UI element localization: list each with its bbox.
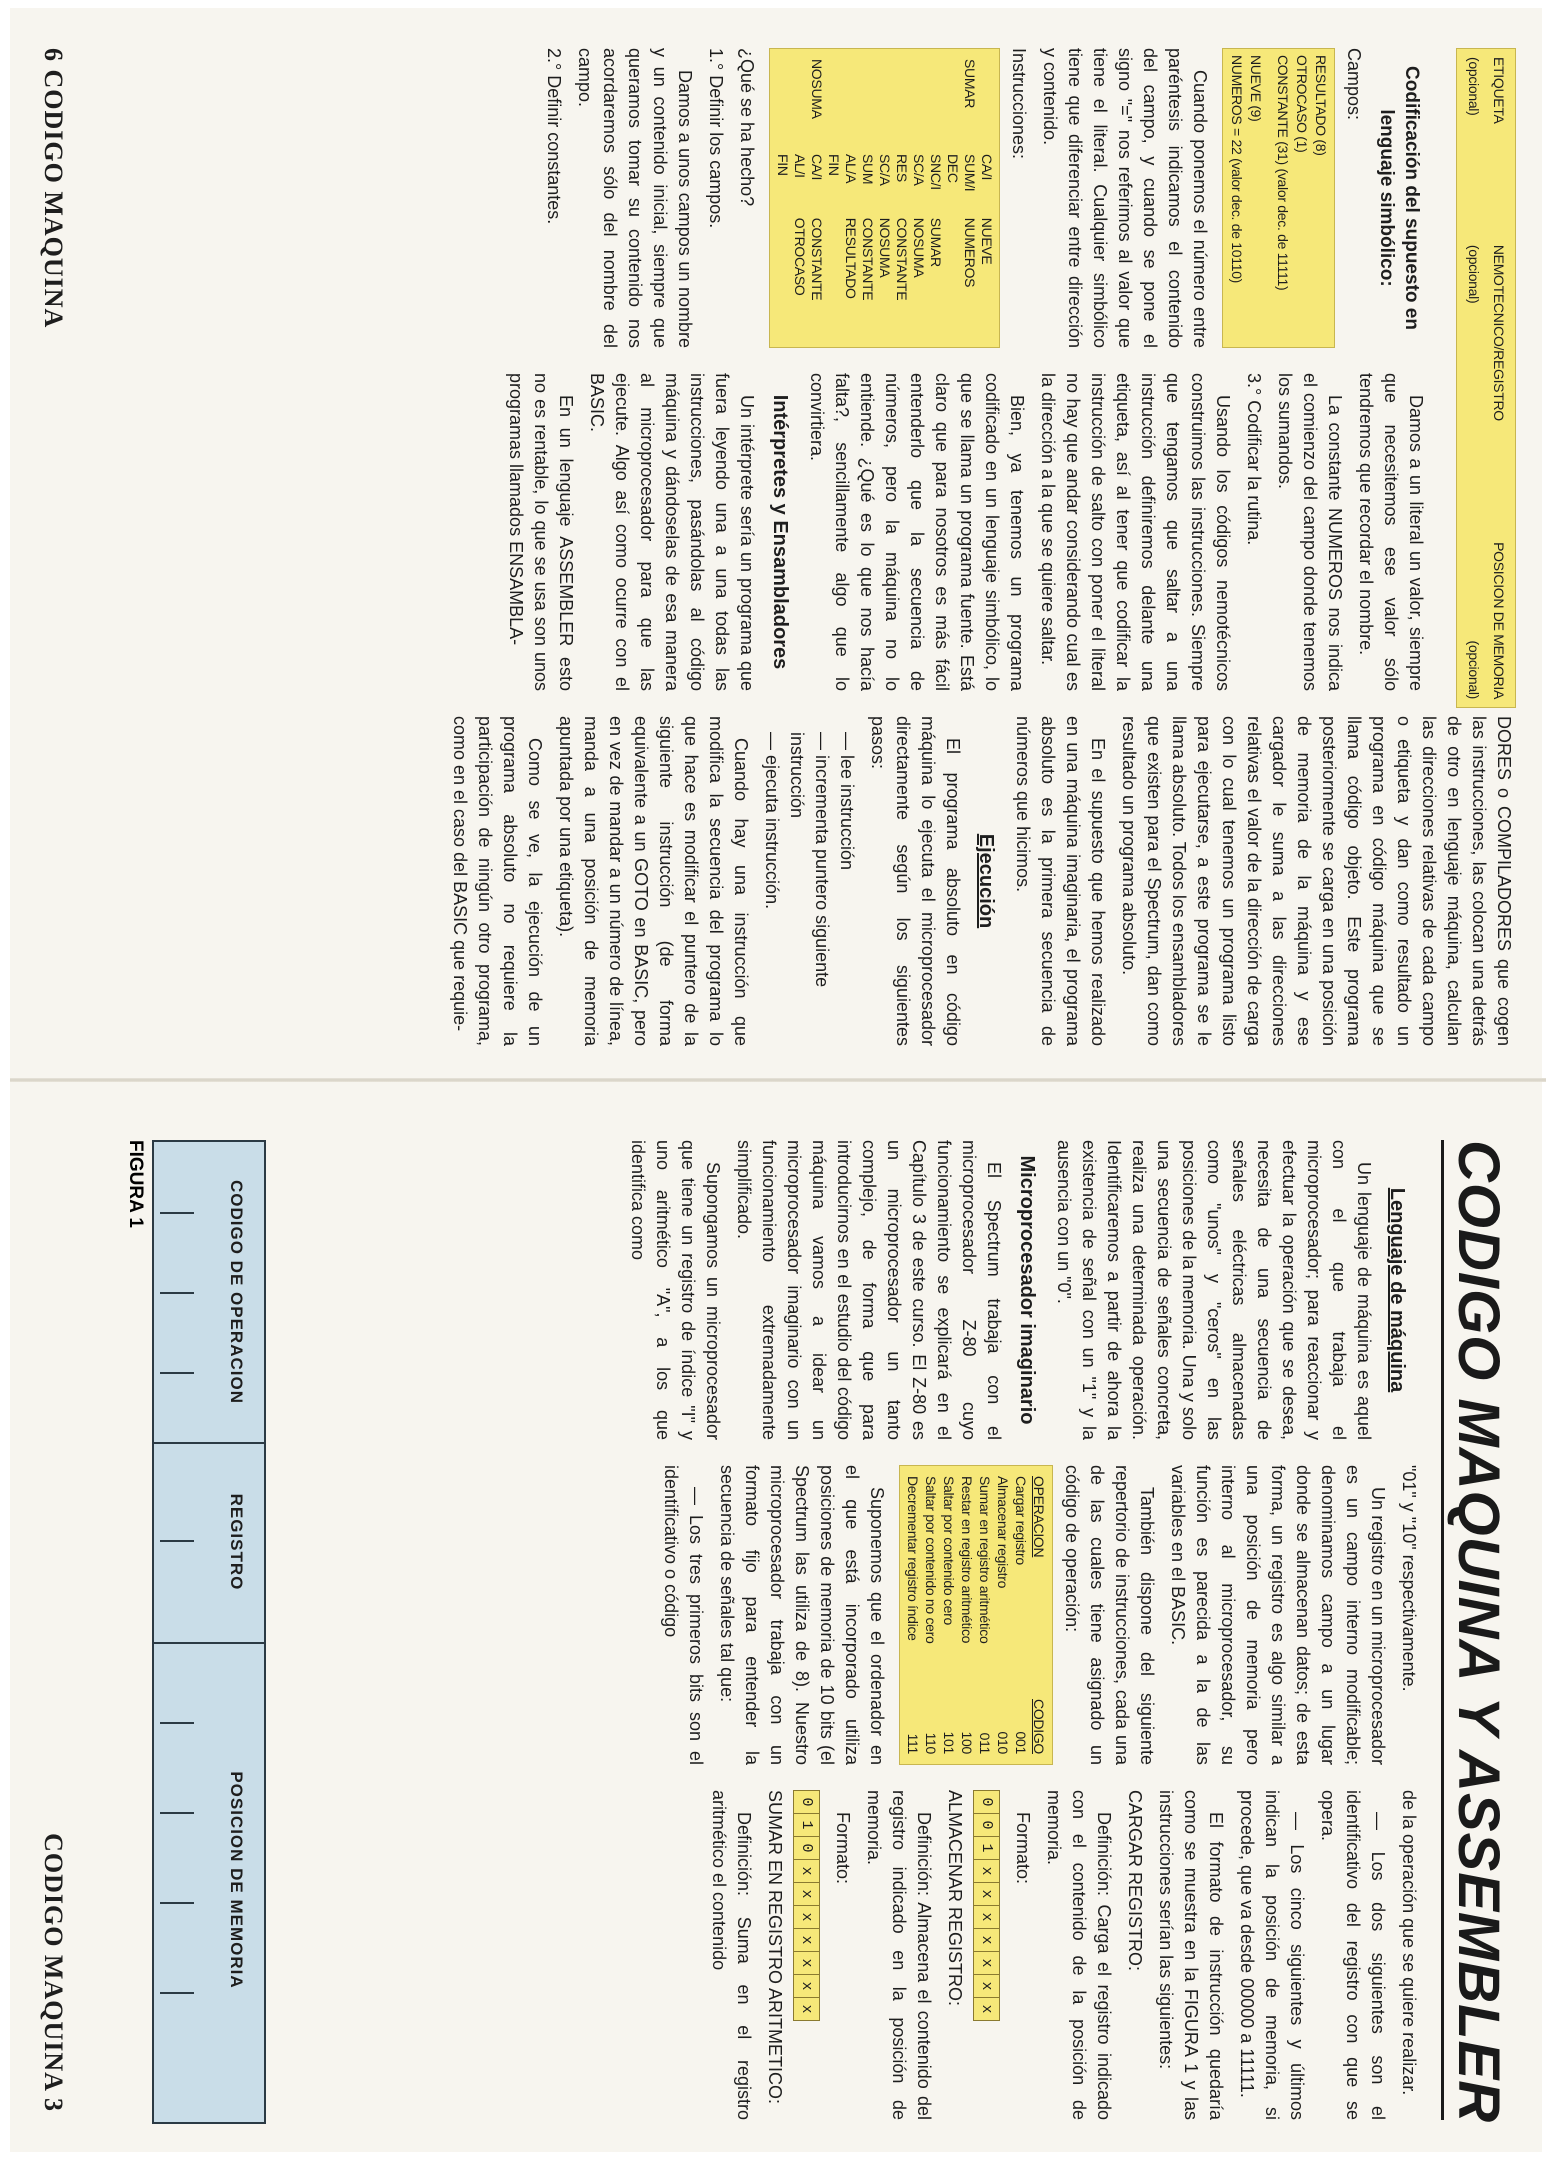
instruction-cell [876, 55, 893, 150]
instructions-table [774, 55, 995, 341]
format-bit: x [974, 1998, 999, 2020]
operation-cell: 010 [995, 1731, 1011, 1754]
instruction-cell: SUMAR [962, 59, 978, 109]
instruction-row [893, 55, 910, 341]
instruction-row [978, 55, 995, 341]
instruction-cell: CA/I [809, 154, 825, 181]
left-column-2 [497, 373, 1428, 691]
instruction-row [791, 55, 808, 341]
paragraph: El programa absoluto en código máquina lo ejecuta el microprocesador directamente según los siguientes pasos: [868, 716, 963, 1046]
instruction-cell: RESULTADO [843, 217, 859, 299]
operation-cell: 011 [977, 1732, 993, 1754]
format-almacenar [793, 1790, 820, 2021]
operations-table [904, 1472, 1048, 1758]
operation-row [940, 1472, 958, 1758]
instruction-cell [944, 55, 961, 150]
operation-cell: 100 [959, 1731, 975, 1754]
operation-cell: Saltar por contenido cero [941, 1476, 957, 1625]
format-bit: x [794, 1883, 819, 1906]
format-bit: 0 [794, 1791, 819, 1814]
ejecucion-title: Ejecución [975, 833, 997, 929]
paragraph: El Spectrum trabaja con el microprocesador Z-80 cuyo funcionamiento se explicará en el Capítulo 3 de este curso. El Z-80 es un microprocesador un tanto complejo, de forma que para introducirnos en el estudio del código máquina vamos a idear un microprocesador imaginario con un funcionamiento extremadamente simplificado. [734, 1140, 1004, 1440]
step-3: 3.° Codificar la rutina. [1244, 373, 1264, 546]
fig-cell-codigo [154, 1142, 264, 1444]
right-column-2 [652, 1465, 1421, 1765]
figure-1 [152, 1140, 266, 2124]
paragraph: Como se ve, la ejecución de un programa absoluto no requiere la participación de ningún otro programa, como en el caso del BASIC que requie- [450, 716, 545, 1046]
right-column-3 [700, 1790, 1421, 2120]
label-opcional-3: (opcional) [1466, 640, 1482, 699]
operation-cell: 001 [1013, 1731, 1029, 1754]
instruction-row [961, 55, 978, 341]
paragraph: — Los tres primeros bits son el identificativo o código [661, 1465, 706, 1765]
section-title: Codificación del supuesto en lenguaje simbólico: [1376, 66, 1422, 330]
instruction-cell [893, 55, 910, 150]
paragraph: Supongamos un microprocesador que tiene un registro de índice "I" y uno aritmético "A", a los que identifica como [628, 1140, 723, 1440]
step-2: 2.° Definir constantes. [544, 48, 564, 225]
fig-cell-posicion [154, 1642, 264, 2118]
label-etiqueta: ETIQUETA [1491, 57, 1507, 124]
fig-label: CODIGO DE OPERACION [227, 1180, 246, 1404]
micro-title: Microprocesador imaginario [1016, 1155, 1038, 1425]
format-bit: 1 [974, 1837, 999, 1860]
formato-label: Formato: [833, 1812, 853, 1885]
operations-header [1030, 1472, 1048, 1758]
list-item: — lee instrucción [837, 732, 857, 871]
operation-cell: Sumar en registro aritmético [977, 1476, 993, 1644]
instruction-row [774, 55, 791, 341]
left-page [10, 8, 1546, 1080]
paragraph: Usando los códigos nemotécnicos construimos las instrucciones. Siempre que tengamos que saltar a una instrucción definiremos delante una etiqueta, así al tener que codificar la instrucción de salto con poner el literal no hay que andar considerando cual es la dirección a la que se quiere saltar. [1038, 373, 1233, 691]
format-bit: x [974, 1952, 999, 1975]
instruction-cell: SC/A [877, 154, 893, 186]
instruction-cell [825, 55, 842, 150]
operation-row [994, 1472, 1012, 1758]
list-item: — incrementa puntero siguiente instrucción [787, 732, 832, 988]
instruction-cell: NUEVE [979, 217, 995, 265]
operation-cell: Almacenar registro [995, 1476, 1011, 1589]
format-bit: x [794, 1860, 819, 1883]
operations-header-cell: OPERACION [1031, 1476, 1047, 1558]
format-bit: x [794, 1952, 819, 1975]
paragraph: La constante NUMEROS nos indica el comienzo del campo donde tenemos los sumandos. [1275, 373, 1345, 691]
instruction-cell [825, 214, 842, 341]
paragraph: DORES o COMPILADORES que cogen las instrucciones, las colocan una detrás de otro en lenguaje máquina, calculan las direcciones relativas de cada campo o etiqueta y dan como resultado un programa en código máquina que se llama código objeto. Este programa posteriormente se carga en una posición de memoria de la máquina y ese cargador le suma a las direcciones relativas el valor de la dirección de carga con lo cual tenemos un programa listo para ejecutarse, a este programa se le llama absoluto. Todos los ensambladores que existen para el Spectrum, dan como resultado un programa absoluto. [1119, 716, 1514, 1046]
label-opcional-2: (opcional) [1466, 244, 1482, 304]
format-bit: x [794, 1998, 819, 2020]
left-column-1 [535, 48, 1436, 348]
instruction-cell: NOSUMA [809, 59, 825, 119]
instruction-cell: CONSTANTE [809, 217, 825, 301]
instruction-row [876, 55, 893, 341]
format-bit: x [974, 1929, 999, 1952]
instruction-cell: AL/A [843, 154, 859, 184]
paragraph: Un intérprete sería un programa que fuera leyendo una a una todas las instrucciones, pasándolas al código máquina y dándoselas de esa manera al microprocesador para que las ejecute. Algo así como ocurre con el BASIC. [587, 373, 757, 691]
format-bit: 0 [974, 1814, 999, 1837]
instruction-cell [774, 55, 791, 150]
instruction-row [910, 55, 927, 341]
scanned-spread [10, 8, 1542, 2152]
instruction-cell: SNC/I [928, 154, 944, 190]
operation-row [958, 1472, 976, 1758]
paragraph: — Los cinco siguientes y últimos indican la posición de memoria, si procede, que va desde 00000 a 11111. [1237, 1790, 1307, 2120]
paragraph: Bien, ya tenemos un programa codificado en un lenguaje simbólico, lo que se llama un programa fuente. Está claro que para nosotros es más fácil entenderlo que la secuencia de números, pero la máquina no lo entiende. ¿Qué es lo que nos hacía falta?, sencillamente algo que lo convirtiera. [807, 373, 1027, 691]
instruction-cell: CA/I [979, 154, 995, 181]
paragraph: Suponemos que el ordenador en el que está incorporado utiliza posiciones de memoria de 10 bits (el Spectrum las utiliza de 8). Nuestro microprocesador trabaja con un formato fijo para entender la secuencia de señales tal que: [717, 1465, 887, 1765]
instruction-cell [859, 55, 876, 150]
campo-line: RESULTADO (8) [1313, 55, 1329, 156]
format-bit: x [974, 1883, 999, 1906]
step-1: 1.° Definir los campos. [706, 48, 726, 229]
instruction-cell [910, 55, 927, 150]
format-bit: x [974, 1860, 999, 1883]
instruction-cell: SC/A [911, 154, 927, 186]
left-footer: 6 CODIGO MAQUINA [39, 48, 68, 329]
cargar-title: CARGAR REGISTRO: [1125, 1790, 1145, 1972]
instruction-cell [978, 55, 995, 150]
campo-line: NUMEROS = 22 (valor dec. de 10110) [1229, 55, 1245, 284]
instruction-cell: NOSUMA [911, 217, 927, 278]
instruction-cell [842, 55, 859, 150]
campo-line: NUEVE (9) [1248, 55, 1264, 122]
campos-box [1222, 48, 1335, 348]
instruction-cell: NOSUMA [877, 217, 893, 278]
operation-cell: Cargar registro [1013, 1476, 1029, 1565]
left-column-3 [441, 716, 1516, 1046]
paragraph: Un lenguaje de máquina es aquel con el que trabaja el microprocesador; para reaccionar y efectuar la operación que se desea, necesita de una secuencia de señales eléctricas almacenadas como "unos" y "ceros" en las posiciones de la memoria. Una y solo una secuencia de señales concreta, realiza una determinada operación. Identificaremos a partir de ahora la existencia de señal con un "1" y la ausencia con un "0". [1054, 1140, 1374, 1440]
fig-label: REGISTRO [227, 1493, 246, 1591]
operation-row [1012, 1472, 1030, 1758]
operation-cell: 110 [923, 1732, 939, 1754]
format-bit: x [794, 1929, 819, 1952]
label-opcional-1: (opcional) [1466, 57, 1482, 116]
label-nemotecnico: NEMOTECNICO/REGISTRO [1491, 244, 1507, 421]
operation-cell: Decrementar registro índice [905, 1476, 921, 1641]
instruction-cell: SUMAR [928, 217, 944, 267]
format-bit: x [974, 1975, 999, 1998]
instruction-cell [944, 214, 961, 341]
instruction-cell: FIN [826, 154, 842, 176]
paragraph: En el supuesto que hemos realizado en una máquina imaginaria, el programa absoluto es la primera secuencia de números que hicimos. [1013, 716, 1108, 1046]
paragraph: El formato de instrucción quedaría como se muestra en la FIGURA 1 y las instrucciones serían las siguientes: [1156, 1790, 1226, 2120]
format-cargar [973, 1790, 1000, 2021]
instruction-cell: NUMEROS [962, 217, 978, 288]
right-column-1 [619, 1140, 1421, 1440]
operation-cell: 111 [905, 1733, 921, 1754]
instrucciones-label: Instrucciones: [1009, 48, 1029, 160]
instruction-cell: OTROCASO [792, 217, 808, 296]
format-bit: x [794, 1906, 819, 1929]
instruction-row [842, 55, 859, 341]
formato-label: Formato: [1013, 1812, 1033, 1885]
operation-row [922, 1472, 940, 1758]
paragraph: Definición: Suma en el registro aritmético el contenido [709, 1790, 754, 2120]
format-bit: 1 [794, 1814, 819, 1837]
page-title: CODIGO MAQUINA Y ASSEMBLER [1446, 1140, 1511, 2124]
instruction-cell [774, 214, 791, 341]
instruction-cell: RES [894, 154, 910, 182]
instruction-row [808, 55, 825, 341]
operation-cell: Restar en registro aritmético [959, 1476, 975, 1644]
label-posicion: POSICION DE MEMORIA [1491, 542, 1507, 699]
title-rule [1441, 1140, 1444, 2120]
fig-cell-registro [154, 1442, 264, 1644]
instruction-cell [927, 55, 944, 150]
instruction-cell: AL/I [792, 154, 808, 178]
format-bit: 0 [794, 1837, 819, 1860]
fig-label: POSICION DE MEMORIA [227, 1771, 246, 1989]
paragraph: Definición: Carga el registro indicado con el contenido de la posición de memoria. [1044, 1790, 1114, 2120]
list-item: — ejecuta instrucción. [762, 732, 782, 910]
paragraph: Un registro en un microprocesador es un campo interno modificable; denominamos campo a un lugar donde se almacenan datos; de esta forma, un registro es algo similar a una posición de memoria pero interno al microprocesador, su función es parecida a la de las variables en el BASIC. [1168, 1465, 1388, 1765]
instruction-cell: FIN [775, 154, 791, 176]
sumar-title: SUMAR EN REGISTRO ARITMETICO: [765, 1790, 785, 2105]
instruction-cell: SUM [860, 154, 876, 185]
interpretes-title: Intérpretes y Ensambladores [769, 394, 791, 670]
paragraph: En un lenguaje ASSEMBLER esto no es rentable, lo que se usa son unos programas llamados ENSAMBLA- [506, 373, 576, 691]
question: ¿Qué se ha hecho? [737, 48, 757, 207]
format-bit: x [794, 1975, 819, 1998]
top-format-box [1456, 48, 1516, 708]
operations-header-cell: CODIGO [1031, 1699, 1047, 1754]
paragraph: de la operación que se quiere realizar. [1399, 1790, 1419, 2096]
rotated-content [10, 8, 1546, 2152]
paragraph: Definición: Almacena el contenido del registro indicado en la posición de memoria. [864, 1790, 934, 2120]
instruction-cell: CONSTANTE [894, 217, 910, 301]
format-bit: x [974, 1906, 999, 1929]
operations-box [899, 1465, 1053, 1765]
campos-label: Campos: [1344, 48, 1364, 121]
operation-row [904, 1472, 922, 1758]
operation-cell: 101 [941, 1731, 957, 1754]
campo-line: OTROCASO (1) [1294, 55, 1310, 153]
paragraph: "01" y "10" respectivamente. [1399, 1465, 1419, 1692]
instruction-cell: DEC [945, 154, 961, 183]
paragraph: — Los dos siguientes son el identificativo del registro con que se opera. [1318, 1790, 1388, 2120]
instruction-row [944, 55, 961, 341]
operation-cell: Saltar por contenido no cero [923, 1476, 939, 1644]
instruction-row [927, 55, 944, 341]
campo-line: CONSTANTE (31) (valor dec. de 11111) [1275, 55, 1291, 291]
paragraph: Damos a un literal un valor, siempre que necesitemos ese valor sólo tendremos que recordar el nombre. [1356, 373, 1426, 691]
paragraph: Cuando ponemos el número entre paréntesis indicamos el contenido del campo, y cuando se pone el signo "=" nos referimos al valor que tiene el literal. Cualquier simbólico tiene que diferenciar entre dirección y contenido. [1040, 48, 1210, 348]
instruction-row [859, 55, 876, 341]
instruction-row [825, 55, 842, 341]
right-page [10, 1080, 1546, 2152]
almacenar-title: ALMACENAR REGISTRO: [945, 1790, 965, 2007]
figure-caption: FIGURA 1 [125, 1140, 146, 1228]
instruction-cell [791, 55, 808, 150]
paragraph: También dispone del siguiente repertorio de instrucciones, cada una de las cuales tiene asignado un código de operación: [1062, 1465, 1157, 1765]
operation-row [976, 1472, 994, 1758]
instruction-cell: SUM/I [962, 154, 978, 192]
instructions-box [769, 48, 1000, 348]
format-bit: 0 [974, 1791, 999, 1814]
paragraph: Cuando hay una instrucción que modifica la secuencia del programa lo que hace es modificar el puntero de la siguiente instrucción (de forma equivalente a un GOTO en BASIC, pero en vez de mandar a un número de línea, manda a una posición de memoria apuntada por una etiqueta). [556, 716, 751, 1046]
right-footer: CODIGO MAQUINA 3 [39, 1833, 68, 2112]
lenguaje-title: Lenguaje de máquina [1386, 1187, 1408, 1393]
paragraph: Damos a unos campos un nombre y un contenido inicial, siempre que queramos tomar su contenido nos acordaremos sólo del nombre del campo. [575, 48, 695, 348]
instruction-cell: CONSTANTE [860, 217, 876, 301]
